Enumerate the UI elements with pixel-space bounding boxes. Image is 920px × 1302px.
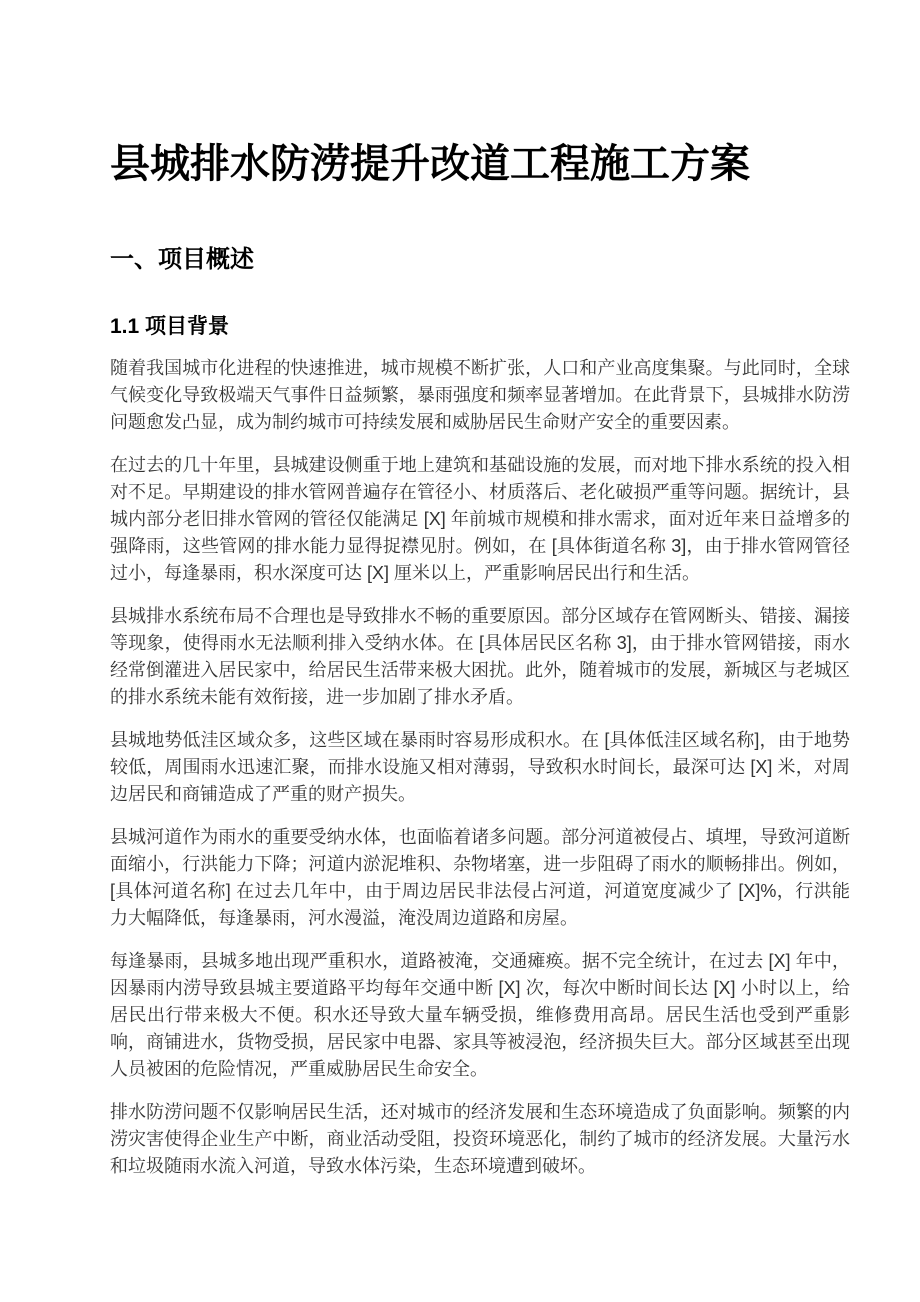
document-title: 县城排水防涝提升改道工程施工方案 <box>110 142 750 186</box>
paragraph-low-lying-areas: 县城地势低洼区域众多，这些区域在暴雨时容易形成积水。在 [具体低洼区域名称]，由于地势较低，周围雨水迅速汇聚，而排水设施又相对薄弱，导致积水时间长，最深可达 [X] 米，对周边居民和商铺造成了严重的财产损失。 <box>110 730 850 805</box>
paragraph-urbanization-background: 随着我国城市化进程的快速推进，城市规模不断扩张，人口和产业高度集聚。与此同时，全球气候变化导致极端天气事件日益频繁，暴雨强度和频率显著增加。在此背景下，县城排水防涝问题愈发凸显，成为制约城市可持续发展和威胁居民生命财产安全的重要因素。 <box>110 358 850 433</box>
paragraph-pipe-network-deficiency: 在过去的几十年里，县城建设侧重于地上建筑和基础设施的发展，而对地下排水系统的投入相对不足。早期建设的排水管网普遍存在管径小、材质落后、老化破损严重等问题。据统计，县城内部分老旧排水管网的管径仅能满足 [X] 年前城市规模和排水需求，面对近年来日益增多的强降雨，这些管网的排水能力显得捉襟见肘。例如，在 [具体街道名称 3]，由于排水管网管径过小，每逢暴雨，积水深度可达 [X] 厘米以上，严重影响居民出行和生活。 <box>110 455 850 584</box>
paragraph-flood-impact-on-residents: 每逢暴雨，县城多地出现严重积水，道路被淹，交通瘫痪。据不完全统计，在过去 [X] 年中，因暴雨内涝导致县城主要道路平均每年交通中断 [X] 次，每次中断时间长达 [X] 小时以上，给居民出行带来极大不便。积水还导致大量车辆受损，维修费用高昂。居民生活也受到严重影响，商铺进水，货物受损，居民家中电器、家具等被浸泡，经济损失巨大。部分区域甚至出现人员被困的危险情况，严重威胁居民生命安全。 <box>110 951 851 1080</box>
document-content <box>110 0 850 1180</box>
paragraph-drainage-layout-issues: 县城排水系统布局不合理也是导致排水不畅的重要原因。部分区域存在管网断头、错接、漏接等现象，使得雨水无法顺利排入受纳水体。在 [具体居民区名称 3]，由于排水管网错接，雨水经常倒灌进入居民家中，给居民生活带来极大困扰。此外，随着城市的发展，新城区与老城区的排水系统未能有效衔接，进一步加剧了排水矛盾。 <box>110 606 850 708</box>
section-heading-project-overview: 一、项目概述 <box>110 246 254 273</box>
paragraph-economic-ecological-impact: 排水防涝问题不仅影响居民生活，还对城市的经济发展和生态环境造成了负面影响。频繁的内涝灾害使得企业生产中断，商业活动受阻，投资环境恶化，制约了城市的经济发展。大量污水和垃圾随雨水流入河道，导致水体污染，生态环境遭到破坏。 <box>110 1102 850 1177</box>
subsection-heading-project-background: 1.1 项目背景 <box>110 315 230 338</box>
paragraph-river-channel-problems: 县城河道作为雨水的重要受纳水体，也面临着诸多问题。部分河道被侵占、填埋，导致河道断面缩小，行洪能力下降；河道内淤泥堆积、杂物堵塞，进一步阻碍了雨水的顺畅排出。例如，[具体河道名称] 在过去几年中，由于周边居民非法侵占河道，河道宽度减少了 [X]%，行洪能力大幅降低，每逢暴雨，河水漫溢，淹没周边道路和房屋。 <box>110 827 850 929</box>
